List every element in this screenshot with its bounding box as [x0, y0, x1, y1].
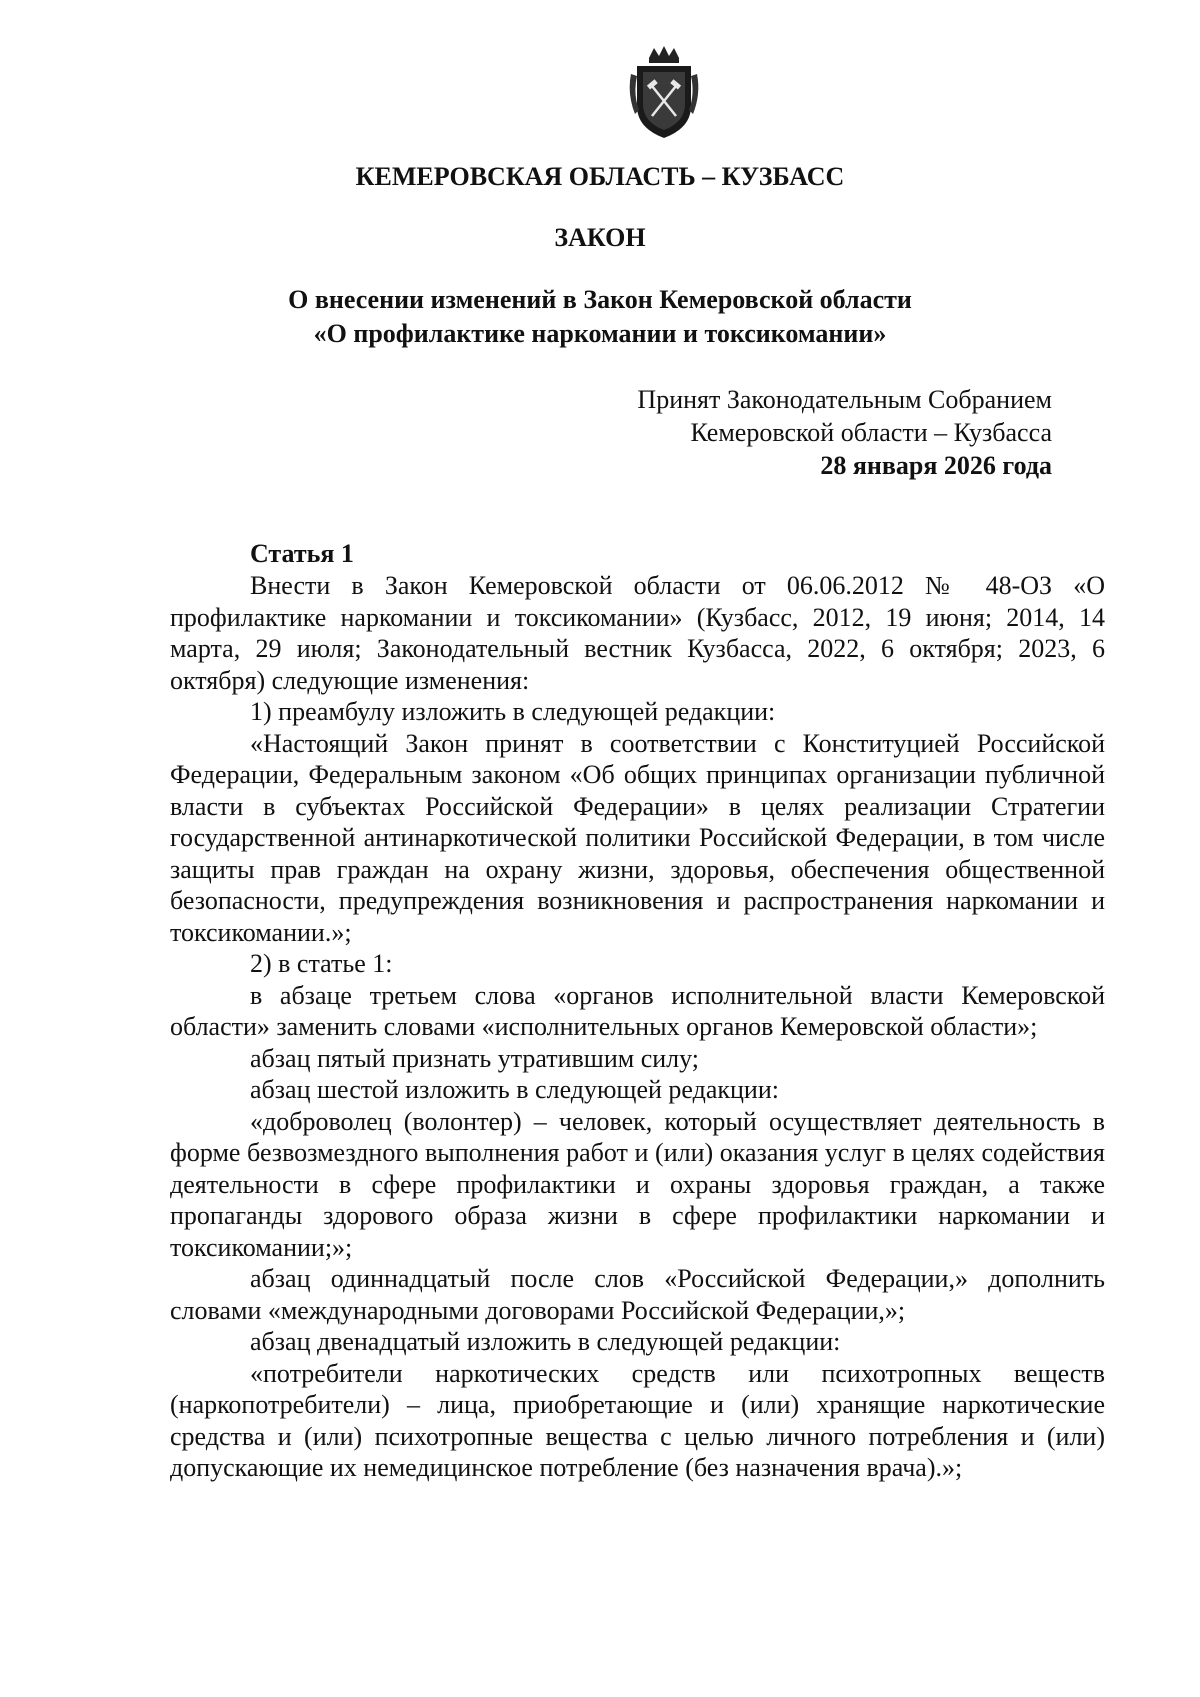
paragraph: абзац одиннадцатый после слов «Российской Федерации,» дополнить словами «международными договорами Российской Федерации,»;	[170, 1264, 1105, 1325]
document-title-line-2: «О профилактике наркомании и токсикомании»	[313, 319, 887, 348]
region-name: КЕМЕРОВСКАЯ ОБЛАСТЬ – КУЗБАСС	[355, 162, 845, 191]
adoption-line-1: Принят Законодательным Собранием	[637, 385, 1052, 414]
paragraph: в абзаце третьем слова «органов исполнительной власти Кемеровской области» заменить словами «исполнительных органов Кемеровской области»;	[170, 980, 1105, 1041]
document-title	[0, 283, 1200, 351]
paragraph: 2) в статье 1:	[250, 949, 393, 978]
adoption-date: 28 января 2026 года	[820, 451, 1052, 480]
paragraph: абзац двенадцатый изложить в следующей редакции:	[250, 1327, 841, 1356]
document-type: ЗАКОН	[554, 223, 646, 252]
document-title-line-1: О внесении изменений в Закон Кемеровской области	[288, 285, 912, 314]
kuzbass-coat-of-arms-icon	[627, 44, 701, 142]
paragraph: «потребители наркотических средств или психотропных веществ (наркопотребители) – лица, приобретающие и (или) хранящие наркотические средства и (или) психотропные вещества с целью личного потребления и (или) допускающие их немедицинское потребление (без назначения врача).»;	[170, 1358, 1105, 1482]
paragraph: «Настоящий Закон принят в соответствии с Конституцией Российской Федерации, Федеральным законом «Об общих принципах организации публичной власти в субъектах Российской Федерации» в целях реализации Стратегии государственной антинаркотической политики Российской Федерации, в том числе защиты прав граждан на охрану жизни, здоровья, обеспечения общественной безопасности, предупреждения возникновения и распространения наркомании и токсикомании.»;	[170, 728, 1105, 947]
article-heading: Статья 1	[250, 539, 354, 568]
paragraph: Внести в Закон Кемеровской области от 06.06.2012 № 48-ОЗ «О профилактике наркомании и токсикомании» (Кузбасс, 2012, 19 июня; 2014, 14 марта, 29 июля; Законодательный вестник Кузбасса, 2022, 6 октября; 2023, 6 октября) следующие изменения:	[170, 571, 1105, 695]
paragraph: абзац шестой изложить в следующей редакции:	[250, 1075, 779, 1104]
paragraph: 1) преамбулу изложить в следующей редакции:	[250, 697, 776, 726]
paragraph: абзац пятый признать утратившим силу;	[250, 1043, 700, 1073]
adoption-line-2: Кемеровской области – Кузбасса	[690, 418, 1052, 447]
paragraph: «доброволец (волонтер) – человек, который осуществляет деятельность в форме безвозмездного выполнения работ и (или) оказания услуг в целях содействия деятельности в сфере профилактики и охраны здоровья граждан, а также пропаганды здорового образа жизни в сфере профилактики наркомании и токсикомании;»;	[170, 1106, 1105, 1262]
adoption-block	[637, 383, 1052, 482]
article-body	[170, 570, 1105, 1484]
